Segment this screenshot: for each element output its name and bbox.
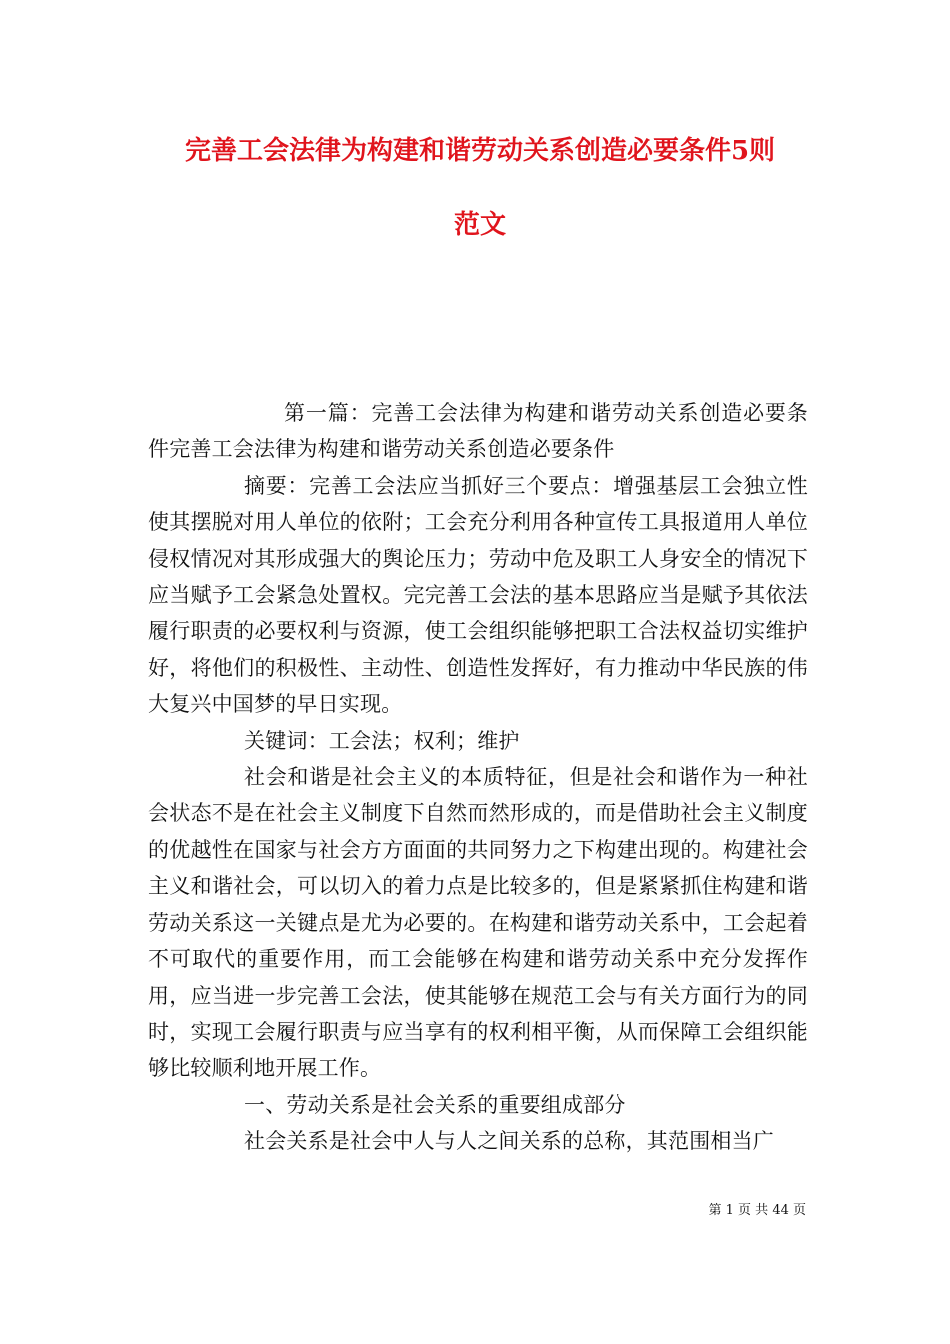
paragraph-abstract: 摘要：完善工会法应当抓好三个要点：增强基层工会独立性使其摆脱对用人单位的依附；工会充分利用各种宣传工具报道用人单位侵权情况对其形成强大的舆论压力；劳动中危及职工人身安全的情况下应当赋予工会紧急处置权。完完善工会法的基本思路应当是赋予其依法履行职责的必要权利与资源，使工会组织能够把职工合法权益切实维护好，将他们的积极性、主动性、创造性发挥好，有力推动中华民族的伟大复兴中国梦的早日实现。: [148, 473, 808, 717]
paragraph-introduction: 社会和谐是社会主义的本质特征，但是社会和谐作为一种社会状态不是在社会主义制度下自然而然形成的，而是借助社会主义制度的优越性在国家与社会方方面面的共同努力之下构建出现的。构建社会主义和谐社会，可以切入的着力点是比较多的，但是紧紧抓住构建和谐劳动关系这一关键点是尤为必要的。在构建和谐劳动关系中，工会起着不可取代的重要作用，而工会能够在构建和谐劳动关系中充分发挥作用，应当进一步完善工会法，使其能够在规范工会与有关方面行为的同时，实现工会履行职责与应当享有的权利相平衡，从而保障工会组织能够比较顺利地开展工作。: [148, 765, 808, 1081]
document-title-continuation: 范文: [453, 210, 506, 240]
section-heading: 一、劳动关系是社会关系的重要组成部分: [244, 1092, 626, 1117]
paragraph-keywords: 关键词：工会法；权利；维护: [244, 728, 520, 753]
paragraph-chapter-heading: 第一篇：完善工会法律为构建和谐劳动关系创造必要条件完善工会法律为构建和谐劳动关系创造必要条件: [148, 401, 808, 462]
page-number-footer: 第 1 页 共 44 页: [708, 1203, 806, 1218]
document-title: 完善工会法律为构建和谐劳动关系创造必要条件5则: [184, 136, 776, 166]
paragraph-section-start: 社会关系是社会中人与人之间关系的总称，其范围相当广: [244, 1129, 774, 1154]
document-body: [148, 395, 808, 1160]
